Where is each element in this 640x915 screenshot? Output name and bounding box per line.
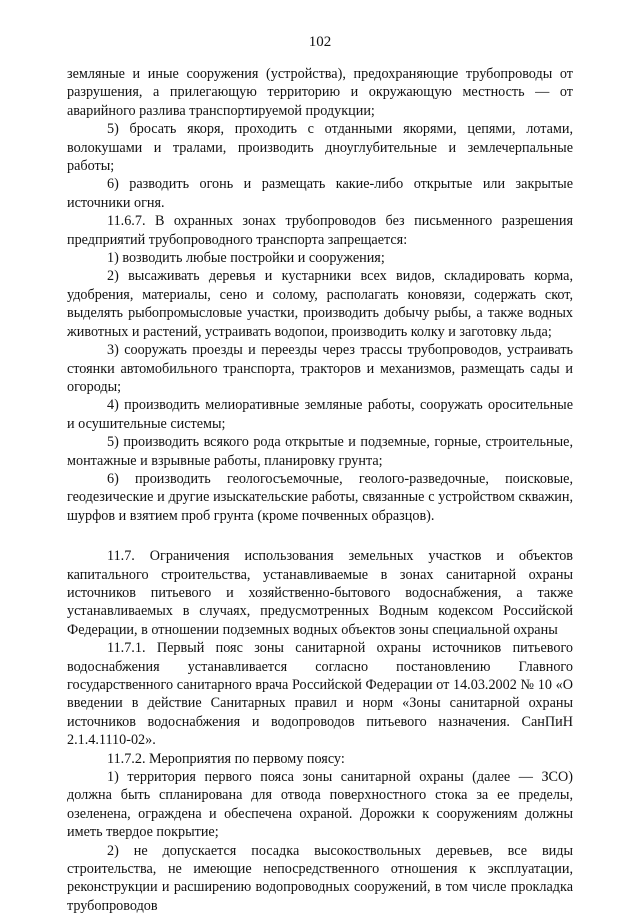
section-spacer	[67, 525, 573, 547]
paragraph: 2) не допускается посадка высокоствольных деревьев, все виды строительства, не имеющие непосредственного отношения к эксплуатации, реконструкции и расширению водопроводных сооружений, в том числе прокладка трубопроводов	[67, 842, 573, 914]
section-heading: 11.7. Ограничения использования земельных участков и объектов капитального строительства, устанавливаемые в зонах санитарной охраны источников питьевого и хозяйственно-бытового водоснабжения, а также устанавливаемых в случаях, предусмотренных Водным кодексом Российской Федерации, в отношении подземных водных объектов зоны специальной охраны	[67, 548, 573, 638]
paragraph: 1) территория первого пояса зоны санитарной охраны (далее — ЗСО) должна быть спланирована для отвода поверхностного стока за ее пределы, озеленена, ограждена и обеспечена охраной. Дорожки к сооружениям должны иметь твердое покрытие;	[67, 769, 573, 841]
page-number: 102	[308, 34, 332, 50]
paragraph: 4) производить мелиоративные земляные работы, сооружать оросительные и осушительные системы;	[67, 397, 573, 432]
paragraph: 11.7.1. Первый пояс зоны санитарной охраны источников питьевого водоснабжения устанавливается согласно постановлению Главного государственного санитарного врача Российской Федерации от 14.03.2002 № 10 «О введении в действие Санитарных правил и норм «Зоны санитарной охраны источников водоснабжения и водопроводов питьевого назначения. СанПиН 2.1.4.1110-02».	[67, 640, 573, 749]
paragraph: 11.6.7. В охранных зонах трубопроводов без письменного разрешения предприятий трубопроводного транспорта запрещается:	[67, 213, 573, 248]
paragraph: 3) сооружать проезды и переезды через трассы трубопроводов, устраивать стоянки автомобильного транспорта, тракторов и механизмов, размещать сады и огороды;	[67, 342, 573, 395]
paragraph: 11.7.2. Мероприятия по первому поясу:	[107, 750, 345, 767]
paragraph: 5) бросать якоря, проходить с отданными якорями, цепями, лотами, волокушами и тралами, производить дноуглубительные и землечерпальные работы;	[67, 121, 573, 175]
paragraph: 6) производить геологосъемочные, геолого-разведочные, поисковые, геодезические и другие изыскательские работы, связанные с устройством скважин, шурфов и взятием проб грунта (кроме почвенных образцов).	[67, 470, 573, 524]
paragraph: 2) высаживать деревья и кустарники всех видов, складировать корма, удобрения, материалы, сено и солому, располагать коновязи, содержать скот, выделять рыбопромысловые участки, производить добычу рыбы, а также водных животных и растений, устраивать водопои, производить колку и заготовку льда;	[67, 268, 573, 340]
page-body	[67, 65, 573, 915]
paragraph: 6) разводить огонь и размещать какие-либо открытые или закрытые источники огня.	[67, 176, 573, 211]
paragraph: 1) возводить любые постройки и сооружения;	[107, 250, 385, 267]
paragraph: земляные и иные сооружения (устройства), предохраняющие трубопроводы от разрушения, а прилегающую территорию и окружающую местность — от аварийного разлива транспортируемой продукции;	[67, 66, 573, 119]
paragraph: 5) производить всякого рода открытые и подземные, горные, строительные, монтажные и взрывные работы, планировку грунта;	[67, 434, 573, 469]
